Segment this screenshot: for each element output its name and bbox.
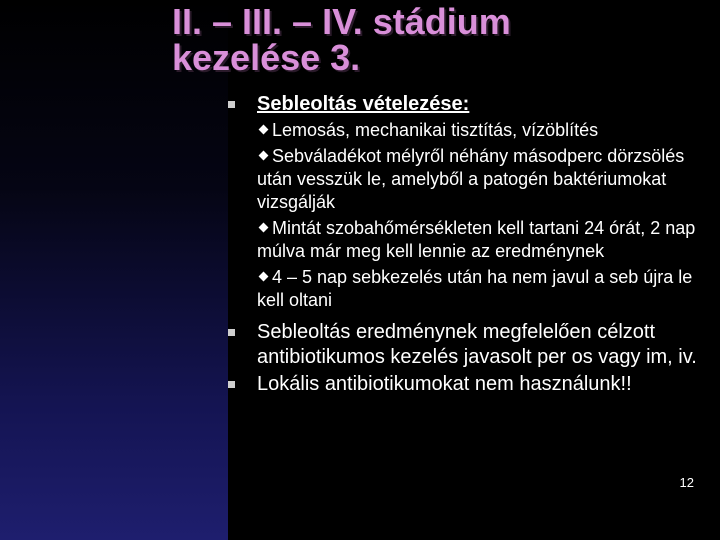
bullet-sebleoltas-vetelezese [228,92,716,116]
page-number: 12 [679,475,694,490]
diamond-bullet-icon [259,151,269,161]
diamond-bullet-icon [259,125,269,135]
sub-item [257,145,716,214]
square-bullet-icon [228,381,235,388]
slide-content [228,92,716,396]
square-bullet-icon [228,101,235,108]
bullet-text: Lokális antibiotikumokat nem használunk!! [257,373,632,395]
title-line-1: II. – III. – IV. stádium [172,1,511,42]
slide-title [172,1,712,78]
sub-item [257,217,716,263]
diamond-bullet-icon [259,272,269,282]
bullet-lokalis [228,372,716,396]
bullet-text: Sebleoltás eredménynek megfelelően célzott antibiotikumos kezelés javasolt per os vagy im, iv. [257,321,697,368]
sub-item-text: 4 – 5 nap sebkezelés után ha nem javul a seb újra le kell oltani [257,267,693,310]
bullet-text: Sebleoltás vételezése: [257,93,470,115]
sub-item [257,119,716,142]
bullet-eredmeny [228,320,716,370]
title-line-2: kezelése 3. [172,37,361,78]
sub-item-text: Sebváladékot mélyről néhány másodperc dörzsölés után vesszük le, amelyből a patogén baktériumokat vizsgálják [257,146,685,212]
sub-item-text: Lemosás, mechanikai tisztítás, vízöblítés [272,120,599,140]
sub-list [228,119,716,312]
left-gradient-panel [0,0,228,540]
square-bullet-icon [228,329,235,336]
sub-item-text: Mintát szobahőmérsékleten kell tartani 24 órát, 2 nap múlva már meg kell lennie az eredménynek [257,218,696,261]
diamond-bullet-icon [259,223,269,233]
sub-item [257,266,716,312]
